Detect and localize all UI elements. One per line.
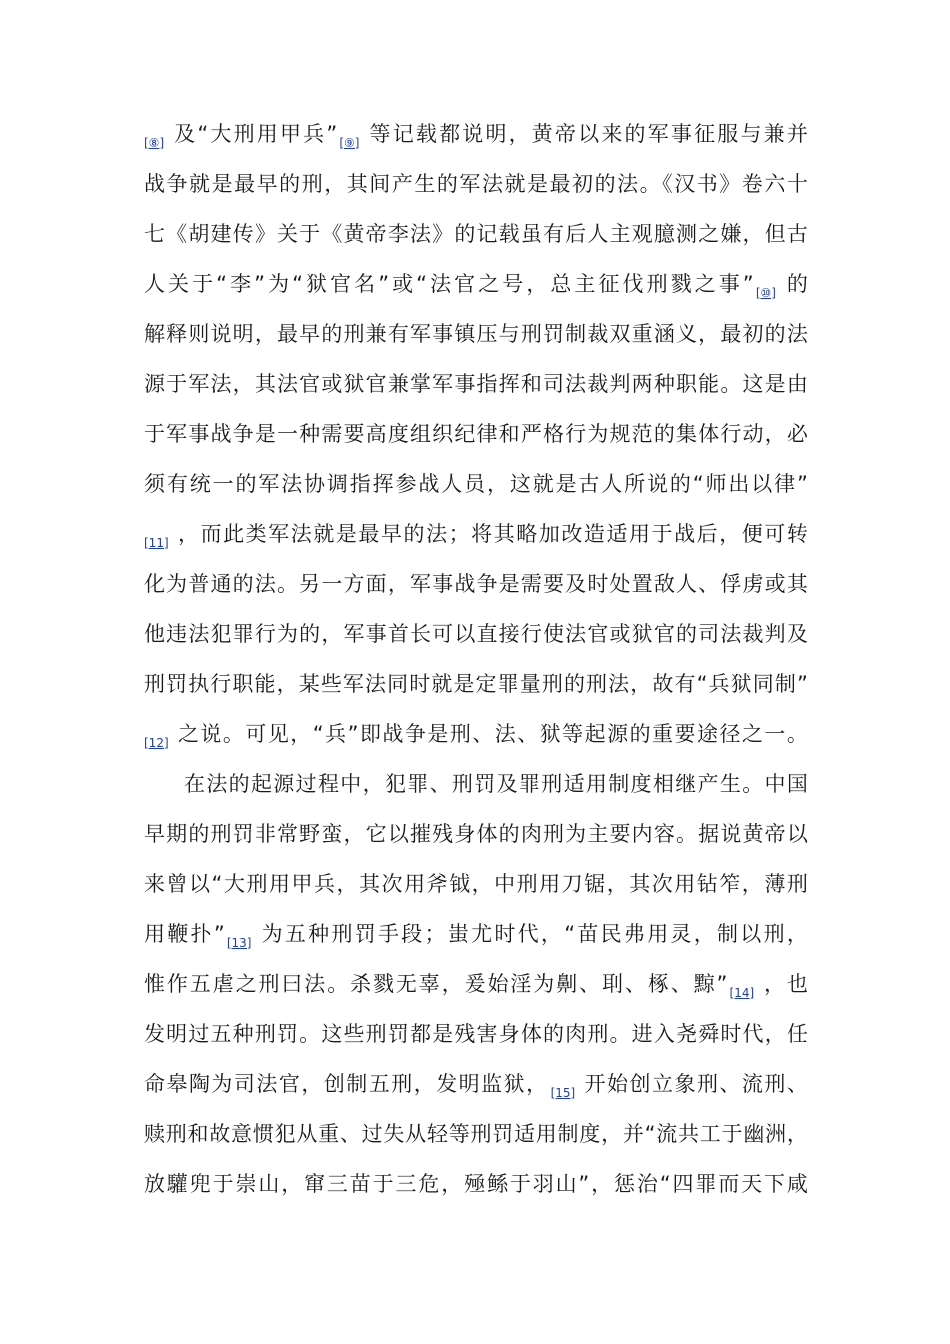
- line-text: 于军事战争是一种需要高度组织纪律和严格行为规范的集体行动，必: [144, 422, 808, 446]
- line-text: 为五种刑罚手段；蚩尤时代，“苗民弗用灵，制以刑，: [259, 922, 808, 946]
- text-line-14-paragraph-start: [184, 764, 808, 804]
- line-text: 七《胡建传》关于《黄帝李法》的记载虽有后人主观臆测之嫌，但古: [144, 222, 808, 246]
- text-line-10: [144, 564, 808, 604]
- text-line-17: [144, 914, 808, 954]
- line-text: 发明过五种刑罚。这些刑罚都是残害身体的肉刑。进入尧舜时代，任: [144, 1022, 808, 1046]
- line-text: 命皋陶为司法官，创制五刑，发明监狱，: [144, 1072, 549, 1096]
- footnote-ref-15[interactable]: [15]: [550, 1086, 576, 1100]
- line-text: 源于军法，其法官或狱官兼掌军事指挥和司法裁判两种职能。这是由: [144, 372, 808, 396]
- text-line-15: [144, 814, 808, 854]
- line-text: 放驩兜于崇山，窜三苗于三危，殛鲧于羽山”，惩治“四罪而天下咸: [144, 1172, 808, 1196]
- text-line-11: [144, 614, 808, 654]
- line-text: 惟作五虐之刑曰法。杀戮无辜，爰始淫为劓、刵、椓、黥”: [144, 972, 728, 996]
- text-line-9: [144, 514, 808, 554]
- footnote-ref-12[interactable]: [12]: [144, 736, 169, 750]
- text-line-20: [144, 1064, 808, 1104]
- text-line-4: [144, 264, 808, 304]
- text-line-13: [144, 714, 808, 754]
- line-text: 等记载都说明，黄帝以来的军事征服与兼并: [367, 122, 808, 146]
- text-line-2: [144, 164, 808, 204]
- line-text: 及“大刑用甲兵”: [172, 122, 338, 146]
- line-text: 他违法犯罪行为的，军事首长可以直接行使法官或狱官的司法裁判及: [144, 622, 808, 646]
- line-text: 人关于“李”为“狱官名”或“法官之号，总主征伐刑戮之事”: [144, 272, 754, 296]
- text-line-18: [144, 964, 808, 1004]
- text-line-7: [144, 414, 808, 454]
- text-line-1: [144, 114, 808, 154]
- text-line-12: [144, 664, 808, 704]
- footnote-ref-9[interactable]: [⑨]: [339, 136, 360, 150]
- line-text: 之说。可见，“兵”即战争是刑、法、狱等起源的重要途径之一。: [176, 722, 808, 746]
- text-line-19: [144, 1014, 808, 1054]
- text-line-21: [144, 1114, 808, 1154]
- footnote-ref-10[interactable]: [⑩]: [755, 286, 776, 300]
- text-line-5: [144, 314, 808, 354]
- line-text: 用鞭扑”: [144, 922, 225, 946]
- line-text: 在法的起源过程中，犯罪、刑罚及罪刑适用制度相继产生。中国: [184, 772, 808, 796]
- text-line-8: [144, 464, 808, 504]
- line-text: 早期的刑罚非常野蛮，它以摧残身体的肉刑为主要内容。据说黄帝以: [144, 822, 808, 846]
- line-text: 化为普通的法。另一方面，军事战争是需要及时处置敌人、俘虏或其: [144, 572, 808, 596]
- footnote-ref-8[interactable]: [⑧]: [144, 136, 165, 150]
- footnote-ref-14[interactable]: [14]: [729, 986, 755, 1000]
- line-text: 来曾以“大刑用甲兵，其次用斧钺，中刑用刀锯，其次用钻笮，薄刑: [144, 872, 808, 896]
- text-line-3: [144, 214, 808, 254]
- line-text: 开始创立象刑、流刑、: [583, 1072, 809, 1096]
- line-text: ，而此类军法就是最早的法；将其略加改造适用于战后，便可转: [176, 522, 808, 546]
- line-text: 刑罚执行职能，某些军法同时就是定罪量刑的刑法，故有“兵狱同制”: [144, 672, 808, 696]
- footnote-ref-11[interactable]: [11]: [144, 536, 169, 550]
- line-text: 须有统一的军法协调指挥参战人员，这就是古人所说的“师出以律”: [144, 472, 808, 496]
- text-line-16: [144, 864, 808, 904]
- line-text: 战争就是最早的刑，其间产生的军法就是最初的法。《汉书》卷六十: [144, 172, 808, 196]
- line-text: 赎刑和故意惯犯从重、过失从轻等刑罚适用制度，并“流共工于幽洲，: [144, 1122, 808, 1146]
- line-text: 解释则说明，最早的刑兼有军事镇压与刑罚制裁双重涵义，最初的法: [144, 322, 808, 346]
- line-text: 的: [783, 272, 808, 296]
- line-text: ，也: [762, 972, 808, 996]
- text-line-6: [144, 364, 808, 404]
- footnote-ref-13[interactable]: [13]: [226, 936, 252, 950]
- text-line-22: [144, 1164, 808, 1204]
